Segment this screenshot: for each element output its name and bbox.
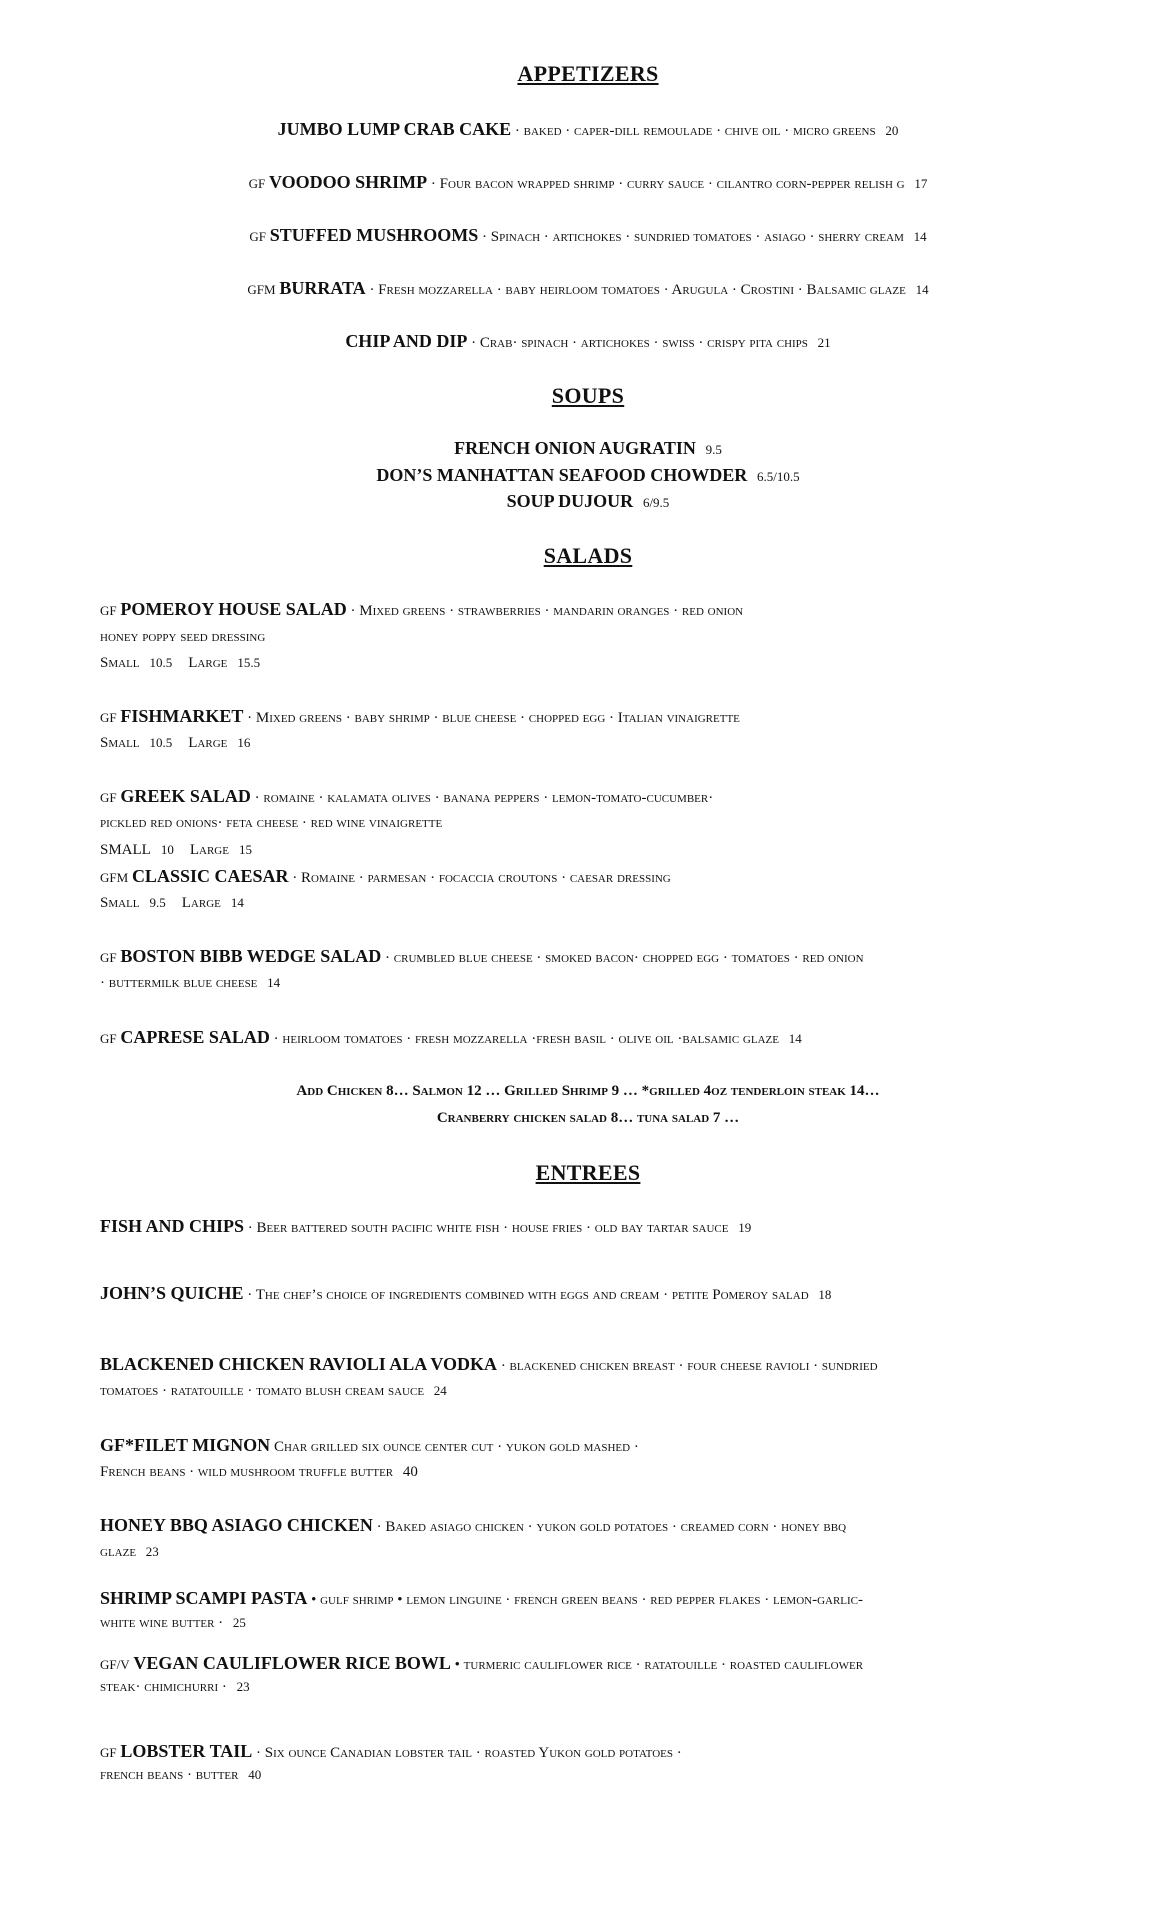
item-desc-continued — [100, 973, 280, 993]
salads-heading: SALADS — [543, 543, 633, 568]
item-desc: · Six ounce Canadian lobster tail · roasted Yukon gold potatoes · — [256, 1745, 682, 1761]
item-name: CAPRESE SALAD — [120, 1027, 270, 1047]
entree-item-lobster-tail — [100, 1741, 682, 1763]
small-label: Small — [100, 735, 140, 751]
item-desc: glaze — [100, 1544, 137, 1560]
item-price: 6/9.5 — [642, 495, 670, 510]
item-desc: · Spinach · artichokes · sundried tomatoes · asiago · sherry cream — [482, 229, 904, 245]
dietary-tag: GFM — [247, 282, 276, 297]
entree-item-honey-bbq — [100, 1515, 846, 1537]
item-desc: French beans · wild mushroom truffle butter — [100, 1464, 394, 1480]
entree-item-filet — [100, 1435, 639, 1457]
item-price: 40 — [248, 1767, 262, 1782]
item-desc-continued — [100, 1613, 246, 1633]
salad-addons-line-2: Cranberry chicken salad 8… tuna salad 7 … — [436, 1110, 740, 1126]
item-desc: · baked · caper-dill remoulade · chive oil · micro greens — [514, 123, 876, 139]
item-desc: · Mixed greens · baby shrimp · blue cheese · chopped egg · Italian vinaigrette — [247, 710, 740, 726]
item-name: HONEY BBQ ASIAGO CHICKEN — [100, 1515, 373, 1535]
large-label: Large — [188, 655, 228, 671]
item-price: 25 — [232, 1615, 246, 1630]
item-name: JOHN’S QUICHE — [100, 1283, 244, 1303]
item-desc: · romaine · kalamata olives · banana peppers · lemon-tomato-cucumber· — [254, 790, 714, 806]
item-price: 14 — [267, 975, 281, 990]
menu-item-voodoo-shrimp — [0, 172, 1176, 194]
item-price: 17 — [914, 176, 928, 191]
item-desc: · blackened chicken breast · four cheese ravioli · sundried — [500, 1358, 878, 1374]
entrees-heading: ENTREES — [535, 1160, 641, 1185]
dietary-tag: GF — [100, 710, 117, 725]
soup-item-french-onion — [0, 438, 1176, 460]
item-price: 19 — [738, 1220, 752, 1235]
item-desc: · Mixed greens · strawberries · mandarin oranges · red onion — [350, 603, 744, 619]
item-price: 20 — [885, 123, 899, 138]
item-name: VEGAN CAULIFLOWER RICE BOWL — [133, 1653, 451, 1673]
item-name: DON’S MANHATTAN SEAFOOD CHOWDER — [376, 465, 748, 485]
item-name: SOUP DUJOUR — [506, 491, 634, 511]
small-label: Small — [100, 895, 140, 911]
large-label: Large — [189, 842, 229, 858]
dietary-tag: GFM — [100, 870, 129, 885]
item-price: 14 — [788, 1031, 802, 1046]
item-desc: · heirloom tomatoes · fresh mozzarella ·fresh basil · olive oil ·balsamic glaze — [273, 1031, 779, 1047]
salad-item-greek — [100, 786, 713, 808]
menu-item-stuffed-mushrooms — [0, 225, 1176, 247]
large-label: Large — [181, 895, 221, 911]
dietary-tag: GF — [248, 176, 266, 191]
item-desc-continued — [100, 1462, 418, 1482]
item-desc-continued: pickled red onions· feta cheese · red wine vinaigrette — [100, 815, 443, 831]
item-name: STUFFED MUSHROOMS — [269, 225, 479, 245]
size-prices — [100, 893, 260, 913]
item-name: FISH AND CHIPS — [100, 1216, 245, 1236]
entree-item-quiche — [100, 1283, 831, 1305]
item-desc: · The chef’s choice of ingredients combined with eggs and cream · petite Pomeroy salad — [247, 1287, 809, 1303]
salad-item-fishmarket — [100, 706, 740, 728]
item-name: POMEROY HOUSE SALAD — [120, 599, 347, 619]
salad-item-caesar — [100, 866, 671, 888]
item-name: GREEK SALAD — [120, 786, 251, 806]
dietary-tag: GF — [100, 950, 117, 965]
item-desc: · Fresh mozzarella · baby heirloom tomatoes · Arugula · Crostini · Balsamic glaze — [369, 282, 906, 298]
salad-item-caprese — [100, 1027, 802, 1049]
item-price: 6.5/10.5 — [756, 469, 800, 484]
item-desc: steak· chimichurri · — [100, 1679, 227, 1695]
item-desc: · Romaine · parmesan · focaccia croutons · caesar dressing — [292, 870, 671, 886]
item-desc: · Crab· spinach · artichokes · swiss · crispy pita chips — [471, 335, 808, 351]
appetizers-heading: APPETIZERS — [517, 61, 659, 86]
menu-item-burrata — [0, 278, 1176, 300]
menu-item-crab-cake — [0, 119, 1176, 141]
item-price: 23 — [236, 1679, 250, 1694]
item-price: 23 — [145, 1544, 159, 1559]
item-desc: french beans · butter — [100, 1767, 239, 1783]
dietary-tag: GF — [100, 1745, 117, 1760]
small-label: Small — [100, 655, 140, 671]
size-prices — [100, 733, 266, 753]
item-desc: · Baked asiago chicken · yukon gold potatoes · creamed corn · honey bbq — [376, 1519, 847, 1535]
item-name: BOSTON BIBB WEDGE SALAD — [120, 946, 382, 966]
salad-item-wedge — [100, 946, 864, 968]
entree-item-vegan-bowl — [100, 1653, 863, 1675]
small-price: 10.5 — [149, 655, 173, 670]
item-name: CLASSIC CAESAR — [131, 866, 289, 886]
small-price: 10 — [160, 842, 174, 857]
item-name: CHIP AND DIP — [345, 331, 468, 351]
dietary-tag: GF — [249, 229, 266, 244]
item-price: 14 — [915, 282, 929, 297]
item-name: FISHMARKET — [120, 706, 244, 726]
item-desc: · Beer battered south pacific white fish · house fries · old bay tartar sauce — [247, 1220, 729, 1236]
size-prices — [100, 653, 276, 673]
entree-item-scampi — [100, 1588, 863, 1610]
menu-item-chip-and-dip — [0, 331, 1176, 353]
large-price: 16 — [237, 735, 251, 750]
item-name: SHRIMP SCAMPI PASTA — [100, 1588, 308, 1608]
item-desc: · crumbled blue cheese · smoked bacon· chopped egg · tomatoes · red onion — [385, 950, 864, 966]
large-label: Large — [188, 735, 228, 751]
large-price: 15.5 — [237, 655, 261, 670]
salad-addons-line-1: Add Chicken 8… Salmon 12 … Grilled Shrimp 9 … *grilled 4oz tenderloin steak 14… — [296, 1083, 880, 1099]
entree-item-fish-and-chips — [100, 1216, 751, 1238]
item-desc: • turmeric cauliflower rice · ratatouille · roasted cauliflower — [454, 1657, 864, 1673]
item-desc: · Four bacon wrapped shrimp · curry sauce · cilantro corn-pepper relish g — [430, 176, 905, 192]
item-desc: Char grilled six ounce center cut · yukon gold mashed · — [273, 1439, 639, 1455]
entree-item-ravioli — [100, 1354, 878, 1376]
item-name: BURRATA — [279, 278, 366, 298]
item-desc: tomatoes · ratatouille · tomato blush cream sauce — [100, 1383, 425, 1399]
item-desc-continued — [100, 1765, 261, 1785]
item-desc-continued — [100, 1381, 447, 1401]
dietary-tag: GF — [100, 790, 117, 805]
large-price: 15 — [238, 842, 252, 857]
item-desc: • gulf shrimp • lemon linguine · french green beans · red pepper flakes · lemon-garlic- — [311, 1592, 864, 1608]
item-desc-continued: honey poppy seed dressing — [100, 629, 266, 645]
soup-item-dujour — [0, 491, 1176, 513]
item-name: VOODOO SHRIMP — [269, 172, 428, 192]
item-price: 40 — [402, 1464, 418, 1480]
size-prices — [100, 840, 268, 860]
soups-heading: SOUPS — [551, 383, 625, 408]
item-name: FRENCH ONION AUGRATIN — [454, 438, 696, 458]
item-name: BLACKENED CHICKEN RAVIOLI ALA VODKA — [100, 1354, 498, 1374]
item-name: LOBSTER TAIL — [120, 1741, 253, 1761]
item-name: JUMBO LUMP CRAB CAKE — [277, 119, 512, 139]
soup-item-chowder — [0, 465, 1176, 487]
salad-item-pomeroy — [100, 599, 743, 621]
small-label: SMALL — [100, 842, 151, 858]
small-price: 10.5 — [149, 735, 173, 750]
item-price: 9.5 — [705, 442, 722, 457]
dietary-tag: GF — [100, 603, 117, 618]
large-price: 14 — [230, 895, 244, 910]
item-desc-continued — [100, 1677, 250, 1697]
small-price: 9.5 — [149, 895, 166, 910]
item-desc-continued — [100, 1542, 159, 1562]
item-price: 21 — [817, 335, 831, 350]
item-desc: white wine butter · — [100, 1615, 224, 1631]
item-price: 14 — [913, 229, 927, 244]
item-name: GF*FILET MIGNON — [100, 1435, 271, 1455]
dietary-tag: GF — [100, 1031, 117, 1046]
item-price: 24 — [433, 1383, 447, 1398]
dietary-tag: GF/V — [100, 1657, 130, 1672]
item-price: 18 — [818, 1287, 832, 1302]
item-desc: · buttermilk blue cheese — [100, 975, 258, 991]
